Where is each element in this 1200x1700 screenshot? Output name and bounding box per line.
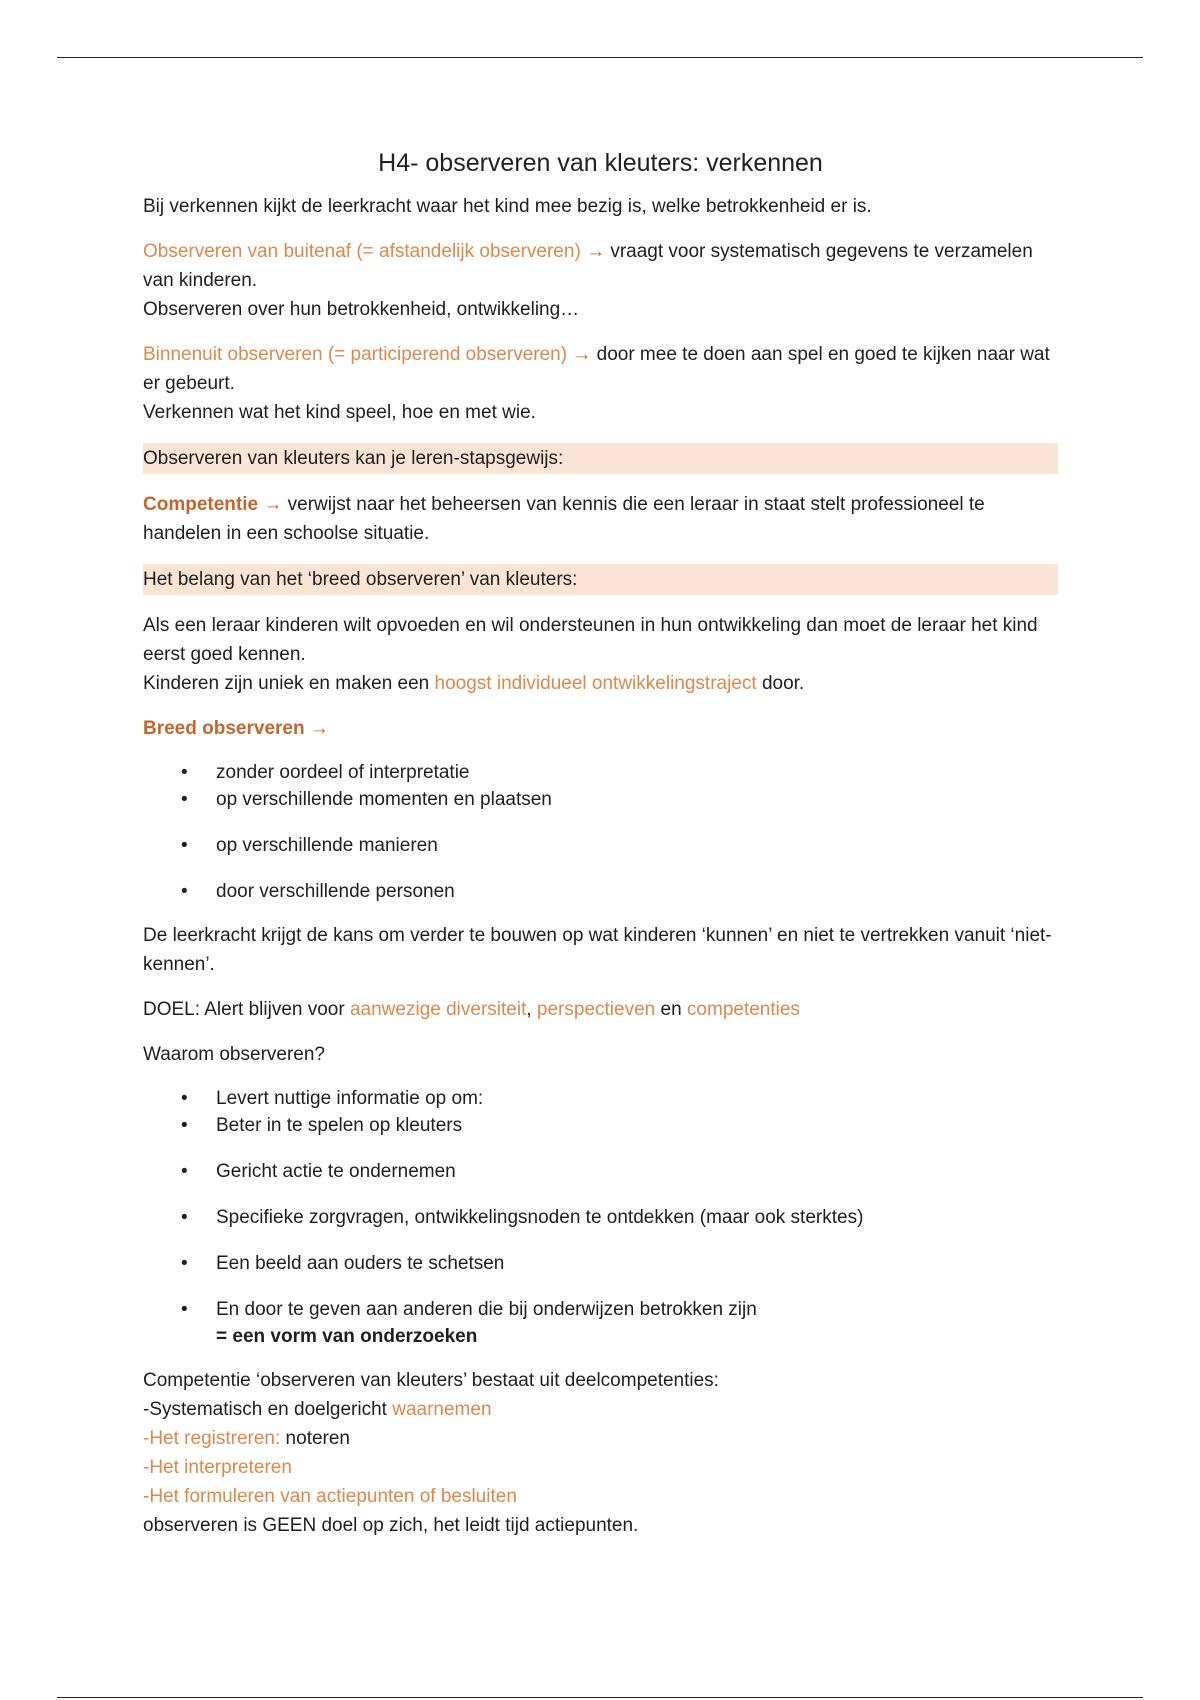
- breed-heading: [143, 714, 1058, 743]
- heading-stapsgewijs: Observeren van kleuters kan je leren-stapsgewijs:: [143, 443, 1058, 474]
- deel-l5: observeren is GEEN doel op zich, het leidt tijd actiepunten.: [143, 1515, 639, 1536]
- list-item: • door verschillende personen: [143, 878, 1058, 905]
- arrow-right-icon: →: [586, 241, 606, 262]
- deelcompetenties-block: [143, 1366, 1058, 1540]
- list-item: • Gericht actie te ondernemen: [143, 1158, 1058, 1185]
- doel-diversiteit: aanwezige diversiteit: [349, 999, 527, 1020]
- breed-term: Breed observeren: [143, 718, 305, 739]
- waarom-list: [143, 1085, 1058, 1350]
- doel-perspectieven: perspectieven: [536, 999, 656, 1020]
- buitenaf-text: vraagt voor systematisch gegevens te verzamelen van kinderen.: [143, 241, 1033, 291]
- list-item: • op verschillende manieren: [143, 832, 1058, 859]
- list-item: [143, 1296, 1058, 1350]
- binnenuit-line2: Verkennen wat het kind speel, hoe en met wie.: [143, 402, 536, 423]
- page-title: H4- observeren van kleuters: verkennen: [378, 149, 823, 177]
- binnenuit-term: Binnenuit observeren (= participerend observeren): [143, 344, 568, 365]
- belang-paragraph: [143, 611, 1058, 698]
- competentie-paragraph: [143, 490, 1058, 548]
- deel-l3: -Het interpreteren: [143, 1457, 292, 1478]
- arrow-right-icon: →: [263, 494, 283, 515]
- belang-line1: Als een leraar kinderen wilt opvoeden en wil ondersteunen in hun ontwikkeling dan moet de leraar het kind eerst goed kennen.: [143, 615, 1038, 665]
- list-item: • Levert nuttige informatie op om:: [143, 1085, 1058, 1112]
- deel-l1-highlight: waarnemen: [392, 1399, 492, 1420]
- deel-l1-pre: -Systematisch en doelgericht: [143, 1399, 393, 1420]
- belang-line2-pre: Kinderen zijn uniek en maken een: [143, 673, 435, 694]
- doel-comma: ,: [526, 999, 537, 1020]
- top-rule: [57, 57, 1143, 58]
- competentie-term: Competentie: [143, 494, 259, 515]
- waarom-heading: Waarom observeren?: [143, 1044, 325, 1065]
- deel-intro: Competentie ‘observeren van kleuters’ bestaat uit deelcompetenties:: [143, 1370, 719, 1391]
- arrow-right-icon: →: [309, 718, 329, 739]
- belang-highlight: hoogst individueel ontwikkelingstraject: [434, 673, 757, 694]
- belang-line2-post: door.: [756, 673, 805, 694]
- doel-competenties: competenties: [686, 999, 800, 1020]
- list-item: • Een beeld aan ouders te schetsen: [143, 1250, 1058, 1277]
- list-item: • op verschillende momenten en plaatsen: [143, 786, 1058, 813]
- breed-list: [143, 759, 1058, 905]
- bottom-rule: [57, 1697, 1143, 1698]
- heading-belang: Het belang van het ‘breed observeren’ van kleuters:: [143, 564, 1058, 595]
- onderzoek-note: = een vorm van onderzoeken: [216, 1326, 478, 1347]
- arrow-right-icon: →: [572, 344, 592, 365]
- doel-en: en: [655, 999, 687, 1020]
- intro-paragraph: Bij verkennen kijkt de leerkracht waar het kind mee bezig is, welke betrokkenheid er is.: [143, 196, 872, 217]
- kansen-paragraph: De leerkracht krijgt de kans om verder te bouwen op wat kinderen ‘kunnen’ en niet te vertrekken vanuit ‘niet-kennen’.: [143, 925, 1052, 975]
- deel-l4: -Het formuleren van actiepunten of besluiten: [143, 1486, 517, 1507]
- document-body: [143, 140, 1058, 1540]
- competentie-text: verwijst naar het beheersen van kennis die een leraar in staat stelt professioneel te handelen in een schoolse situatie.: [143, 494, 985, 544]
- doel-pre: DOEL: Alert blijven voor: [143, 999, 350, 1020]
- deel-l2-highlight: -Het registreren:: [143, 1428, 281, 1449]
- buitenaf-term: Observeren van buitenaf (= afstandelijk observeren): [143, 241, 581, 262]
- buitenaf-line2: Observeren over hun betrokkenheid, ontwikkeling…: [143, 299, 580, 320]
- list-item-text: En door te geven aan anderen die bij onderwijzen betrokken zijn: [216, 1299, 757, 1320]
- doel-paragraph: [143, 995, 1058, 1024]
- binnenuit-paragraph: [143, 340, 1058, 427]
- binnenuit-text: door mee te doen aan spel en goed te kijken naar wat er gebeurt.: [143, 344, 1050, 394]
- list-item: • zonder oordeel of interpretatie: [143, 759, 1058, 786]
- list-item: • Beter in te spelen op kleuters: [143, 1112, 1058, 1139]
- buitenaf-paragraph: [143, 237, 1058, 324]
- deel-l2-post: noteren: [280, 1428, 351, 1449]
- list-item: • Specifieke zorgvragen, ontwikkelingsnoden te ontdekken (maar ook sterktes): [143, 1204, 1058, 1231]
